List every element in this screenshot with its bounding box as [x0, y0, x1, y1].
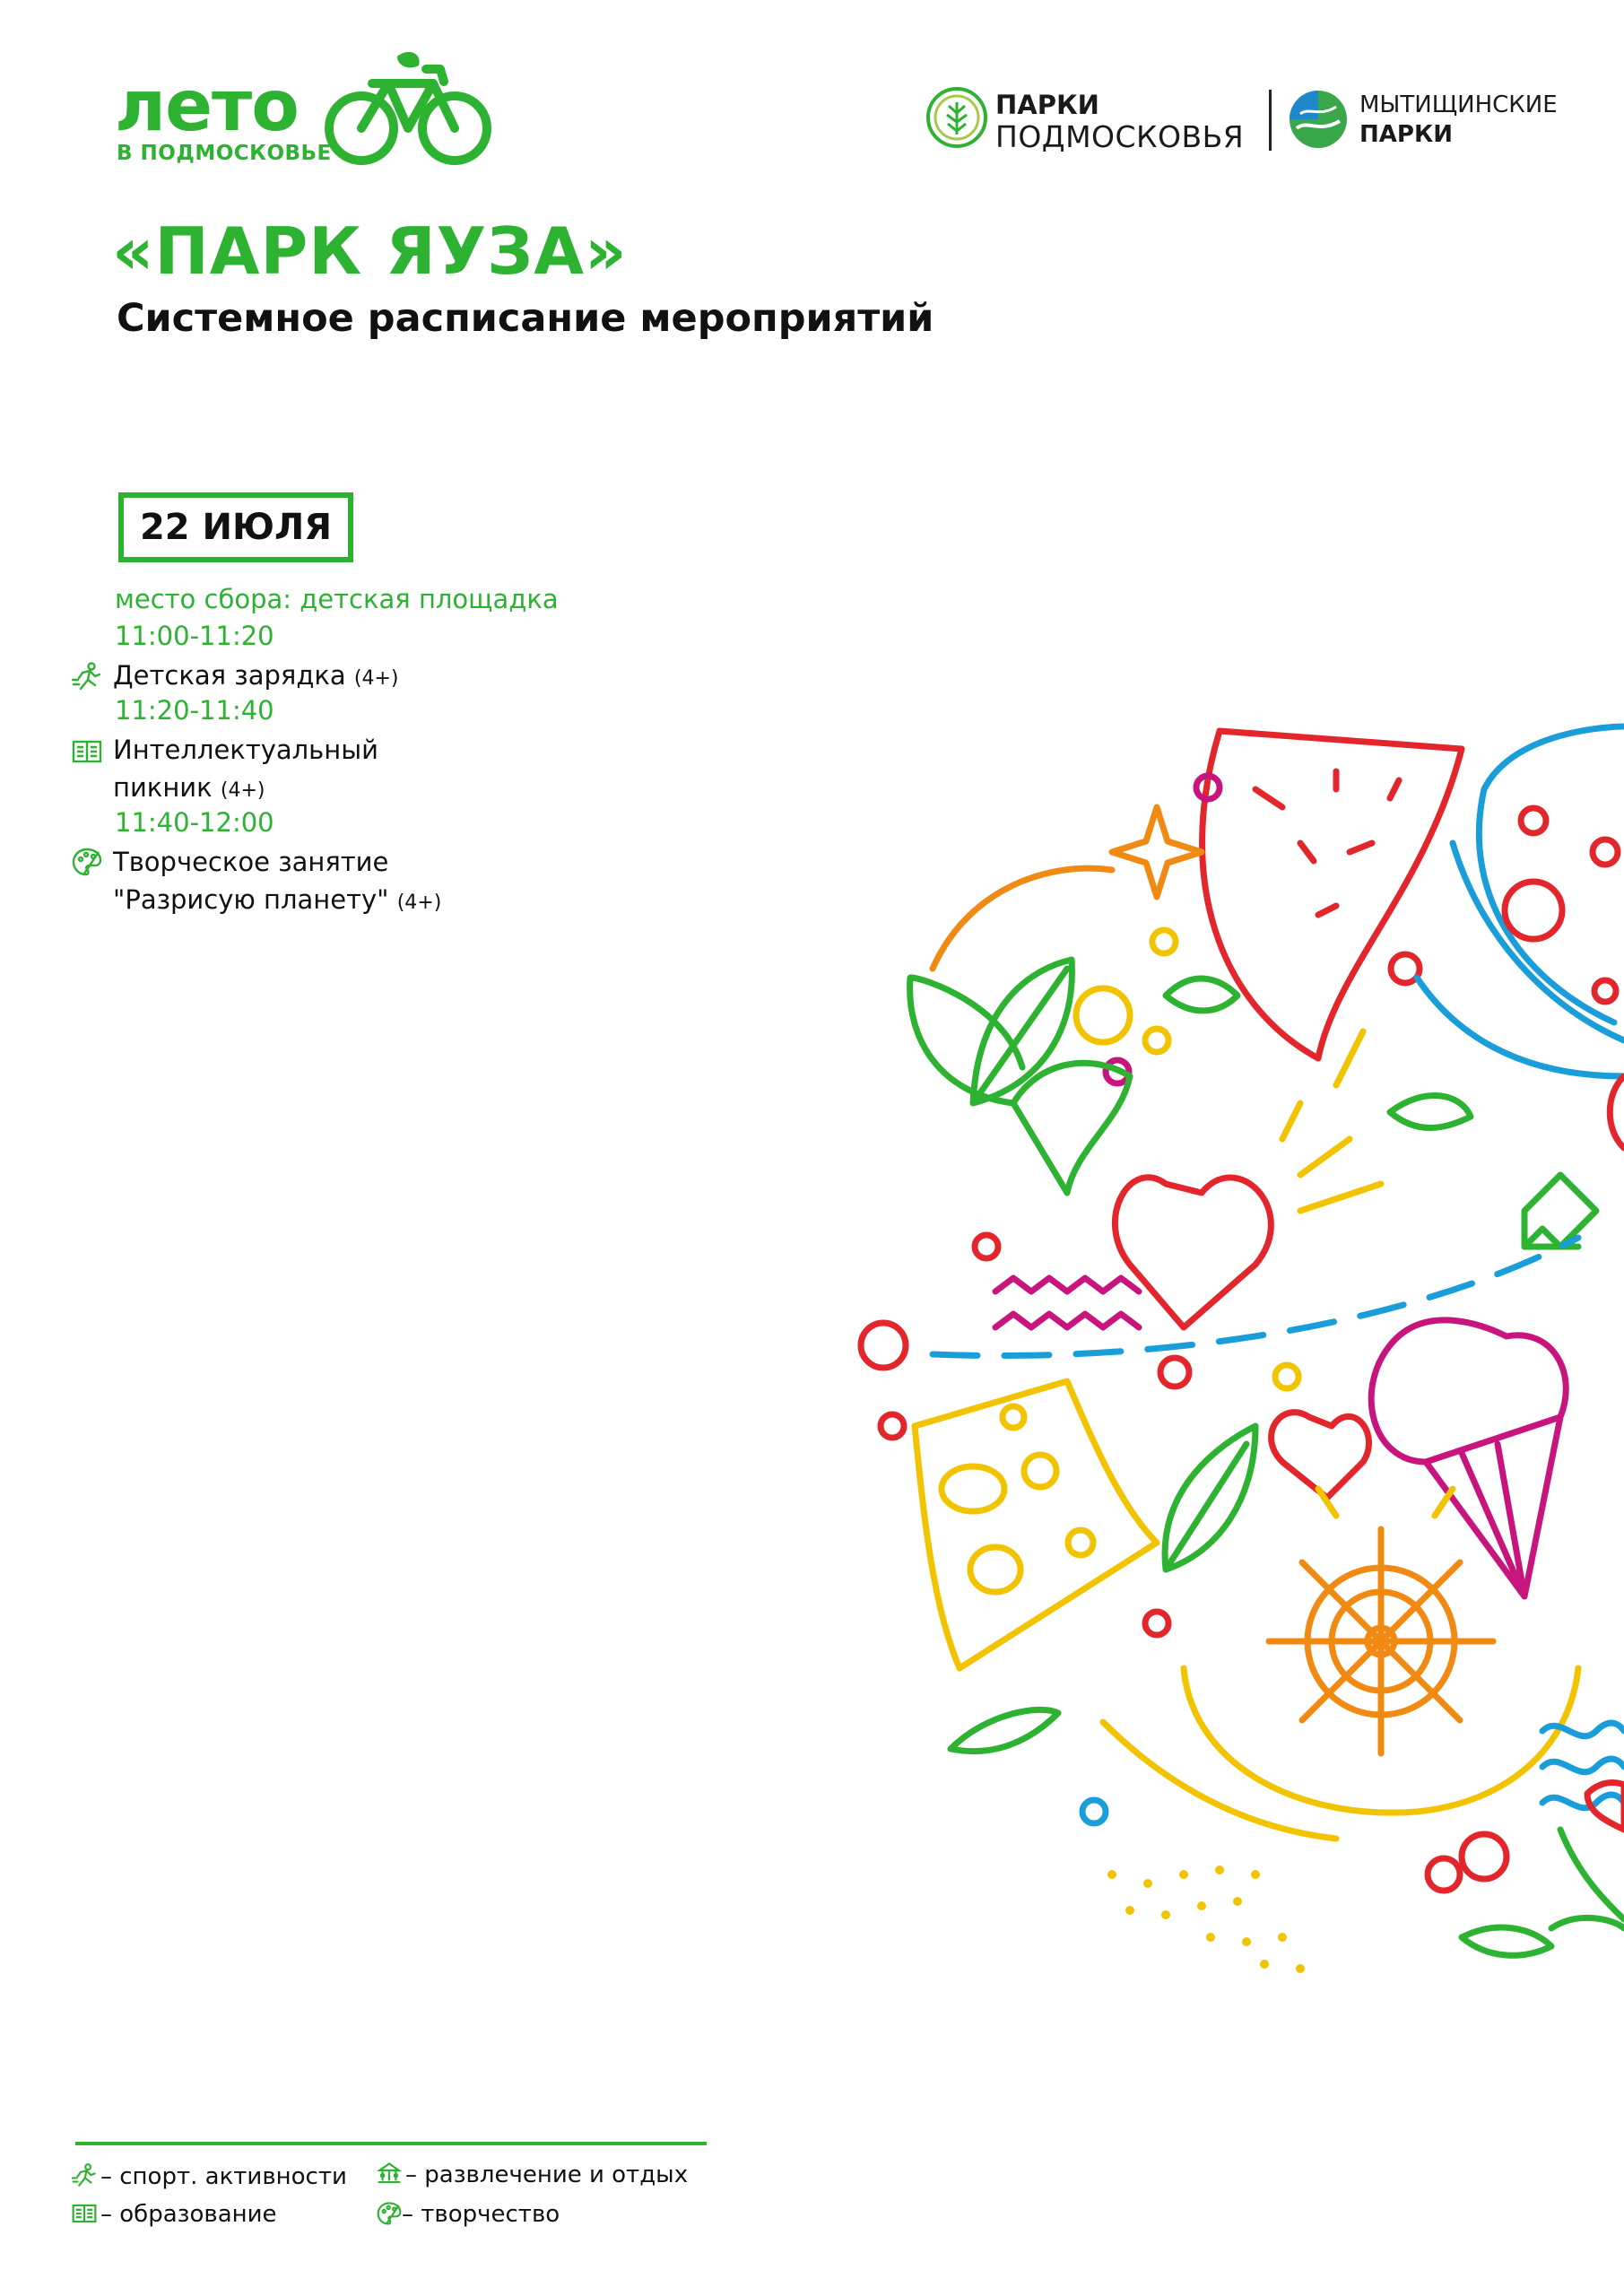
event-time: 11:00-11:20 [115, 621, 274, 651]
mytishchi-parks-logo-icon [1288, 89, 1349, 150]
decorative-doodle-illustration [834, 709, 1624, 1982]
date-text: 22 ИЮЛЯ [139, 507, 333, 548]
partner2-line1: МЫТИЩИНСКИЕ [1359, 91, 1558, 118]
palette-icon [72, 847, 102, 877]
event-time: 11:40-12:00 [115, 807, 274, 838]
star-icon [1112, 807, 1202, 897]
event-title-line: Творческое занятие [113, 847, 389, 877]
meeting-place: место сбора: детская площадка [115, 584, 559, 614]
palette-icon [377, 2201, 402, 2226]
watermelon-icon [1203, 731, 1462, 1058]
open-book-icon [72, 736, 102, 767]
date-badge [118, 492, 353, 562]
leto-logo-word: лето [115, 66, 299, 147]
ice-cream-icon [1371, 1320, 1566, 1462]
event-title-line: "Разрисую планету" [113, 884, 389, 915]
open-book-icon [72, 2201, 97, 2226]
event-age: (4+) [353, 667, 399, 690]
partner2-line2: ПАРКИ [1359, 121, 1453, 148]
event-title [113, 884, 441, 915]
event-title-line: Детская зарядка [113, 660, 346, 691]
leto-logo-subtitle: В ПОДМОСКОВЬЕ [117, 142, 332, 165]
legend-sport: – спорт. активности [100, 2163, 347, 2190]
event-time: 11:20-11:40 [115, 695, 274, 726]
logo-divider [1269, 90, 1272, 151]
legend-creativity: – творчество [402, 2201, 560, 2228]
partner1-line1: ПАРКИ [995, 90, 1099, 120]
event-title [113, 660, 399, 691]
running-person-icon [72, 2163, 97, 2188]
event-title [113, 772, 265, 803]
event-age: (4+) [396, 891, 442, 914]
event-title-line: Интеллектуальный [113, 735, 378, 765]
leaf-icon [973, 960, 1072, 1103]
event-title-line: пикник [113, 772, 213, 803]
page-subtitle: Системное расписание мероприятий [117, 296, 934, 341]
partner1-line2: ПОДМОСКОВЬЯ [995, 119, 1245, 154]
heart-icon [1115, 1178, 1271, 1327]
legend-entertainment: – развлечение и отдых [405, 2161, 689, 2188]
legend-education: – образование [100, 2201, 277, 2228]
event-age: (4+) [220, 779, 265, 802]
cheese-icon [915, 1381, 1157, 1668]
running-person-icon [72, 662, 102, 692]
bicycle-icon [318, 49, 498, 166]
parki-podmoskovya-logo-icon [925, 86, 988, 149]
page-title: «ПАРК ЯУЗА» [112, 213, 628, 289]
legend-divider [75, 2142, 707, 2145]
carousel-icon [377, 2161, 402, 2187]
